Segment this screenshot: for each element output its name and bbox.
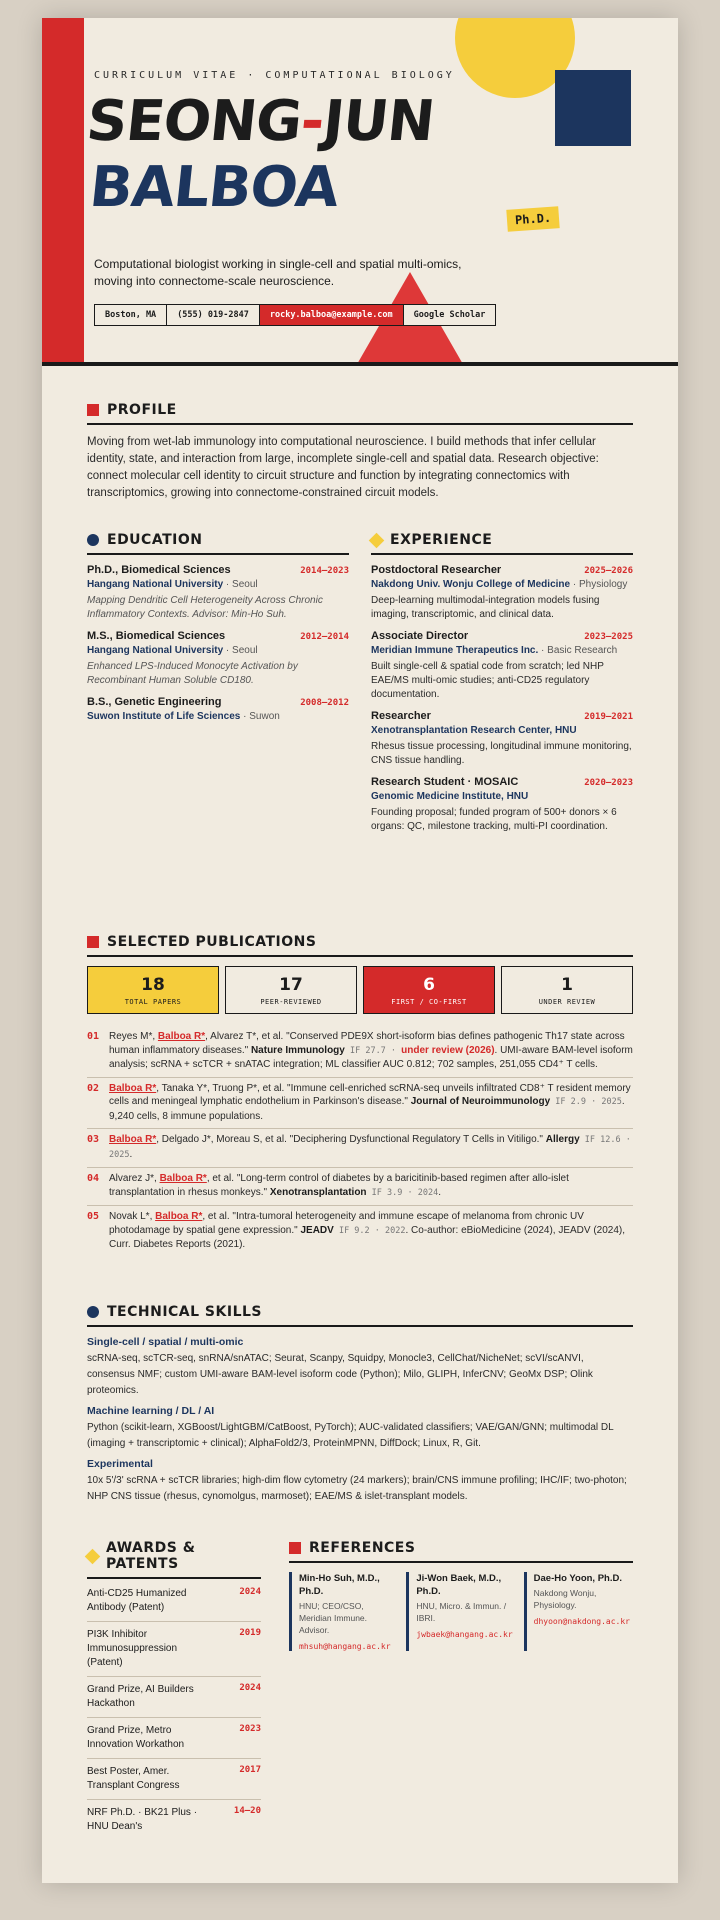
entry-desc: Built single-cell & spatial code from scratch; led NHP EAE/MS multi-omic studies; anti-CD25 regulatory documentation. [371,661,604,700]
pub-meta: IF 12.6 · 2025 [109,1135,631,1160]
reference-name: Dae-Ho Yoon, Ph.D. [533,1573,622,1584]
entry-location: · Seoul [223,579,258,590]
experience-section [371,532,633,842]
education-entry [87,696,349,724]
pub-notes: . [129,1148,133,1160]
publications-section [87,934,633,1257]
entry-date: 2023–2025 [584,632,633,642]
entry-date: 2025–2026 [584,566,633,576]
pub-number: 04 [87,1173,100,1184]
square-marker-icon [87,404,99,416]
pub-notes: . Co-author: eBioMedicine (2024), JEADV (2024), Curr. Diabetes Reports (2021). [109,1224,626,1250]
stat-label: TOTAL PAPERS [124,997,182,1006]
entry-org: Hangang National University [87,645,224,656]
stat-number: 18 [141,974,165,995]
entry-org: Xenotransplantation Research Center, HNU [371,725,577,736]
contact-location: Boston, MA [95,305,167,325]
section-title: REFERENCES [309,1540,416,1556]
entry-title: Research Student · MOSAIC [371,776,519,788]
square-marker-icon [289,1542,301,1554]
publication-item [87,1078,633,1130]
references-section [289,1540,633,1651]
award-date: 14–20 [233,1806,261,1816]
stat-number: 1 [561,974,573,995]
award-date: 2019 [239,1628,261,1638]
award-item [87,1581,261,1622]
degree-tag: Ph.D. [506,206,560,232]
entry-date: 2019–2021 [584,712,633,722]
pub-number: 05 [87,1211,100,1222]
navy-square-shape [555,70,631,146]
entry-date: 2014–2023 [300,566,349,576]
experience-entry [371,776,633,834]
publication-item [87,1026,633,1078]
circle-marker-icon [87,534,99,546]
pub-journal: Xenotransplantation [269,1186,367,1198]
entry-title: B.S., Genetic Engineering [87,696,222,708]
first-name-b: JUN [319,89,437,154]
pub-number: 01 [87,1031,100,1042]
award-item [87,1800,261,1840]
pub-number: 02 [87,1082,100,1094]
pub-number: 03 [87,1134,100,1145]
stat-label: FIRST / CO-FIRST [391,997,467,1006]
pub-journal: Nature Immunology [250,1044,345,1056]
entry-location: · Basic Research [538,645,618,656]
eyebrow: CURRICULUM VITAE · COMPUTATIONAL BIOLOGY [94,70,455,81]
section-title: EDUCATION [107,532,203,548]
award-date: 2023 [239,1724,261,1734]
first-name [83,89,437,154]
publications-heading [87,934,633,957]
experience-entry [371,710,633,768]
pub-notes: . [438,1186,441,1198]
entry-title: Researcher [371,710,431,722]
profile-text: Moving from wet-lab immunology into computational neuroscience. I build methods that infer cellular identity, state, and interaction from large, incomplete single-cell and spatial data. Research objective: connect molecular cell identity to circuit structure and function by integrating connectomics with transcriptomics, growing into connectome-constrained circuit models. [87,436,599,499]
awards-heading-line-1: AWARDS & [106,1540,196,1556]
entry-org: Meridian Immune Therapeutics Inc. [371,645,539,656]
entry-desc: Founding proposal; funded program of 500+ donors × 6 organs: QC, milestone tracking, multi-PI coordination. [371,807,617,832]
education-heading [87,532,349,555]
entry-org: Genomic Medicine Institute, HNU [371,791,529,802]
pub-authors-pre: Alvarez J*, [109,1173,160,1184]
award-date: 2024 [239,1587,261,1597]
profile-section [87,402,633,502]
section-title: SELECTED PUBLICATIONS [107,934,317,950]
entry-org: Nakdong Univ. Wonju College of Medicine [371,579,571,590]
experience-entry [371,630,633,702]
reference-email[interactable]: mhsuh@hangang.ac.kr [299,1642,391,1651]
references-heading [289,1540,633,1563]
entry-date: 2008–2012 [300,698,349,708]
pub-self-author: Balboa R* [109,1134,157,1145]
references-list [289,1572,633,1651]
pub-journal: JEADV [300,1224,334,1236]
entry-location: · Physiology [570,579,628,590]
pub-authors-pre: Novak L*, [109,1211,156,1222]
reference-affiliation: HNU, Micro. & Immun. / IBRI. [416,1601,507,1623]
stat-first-author [363,966,495,1014]
reference-card [289,1572,398,1651]
contact-bar [94,304,496,326]
reference-affiliation: Nakdong Wonju, Physiology. [533,1588,597,1610]
skill-group-text: scRNA-seq, scTCR-seq, snRNA/snATAC; Seurat, Scanpy, Squidpy, Monocle3, CellChat/NicheNet; scVI/scANVI, consensus NMF; custom UMI-aware BAM-level isoform code (Python); Milo, GLIPH, InferCNV; GeoMx DSP; Olink proteomics. [87,1353,593,1396]
stat-under-review [501,966,633,1014]
skill-group-title: Experimental [87,1458,153,1470]
award-item [87,1759,261,1800]
reference-name: Ji-Won Baek, M.D., Ph.D. [416,1573,502,1597]
pub-journal: Journal of Neuroimmunology [410,1096,551,1107]
first-name-dash: - [297,89,327,154]
publication-item [87,1168,633,1206]
pub-self-author: Balboa R* [157,1031,206,1042]
pub-meta: IF 3.9 · 2024 [366,1187,439,1198]
pub-authors-pre: Reyes M*, [109,1031,158,1042]
skill-group-text: Python (scikit-learn, XGBoost/LightGBM/CatBoost, PyTorch); AUC-validated classifiers; VAE/GAN/GNN; multimodal DL (imaging + transcriptomic + clinical); AlphaFold2/3, ProteinMPNN, DiffDock; Linux, R, Git. [87,1422,614,1449]
pub-title: , et al. "Intra-tumoral heterogeneity and immune escape of melanoma from chronic UV photodamage by spatial gene expression." [109,1211,584,1236]
entry-date: 2012–2014 [300,632,349,642]
pub-title: , et al. "Long-term control of diabetes by a baricitinib-based regimen after allo-islet transplantation in rhesus monkeys." [109,1173,569,1198]
stat-peer-reviewed [225,966,357,1014]
entry-desc: Deep-learning multimodal-integration models fusing imaging, transcriptomic, and clinical data. [371,595,600,620]
section-title: PROFILE [107,402,177,418]
tagline: Computational biologist working in single-cell and spatial multi-omics, moving into connectome-scale neuroscience. [94,257,462,288]
reference-affiliation: HNU; CEO/CSO, Meridian Immune. Advisor. [299,1601,368,1635]
awards-heading [87,1540,261,1579]
entry-desc: Rhesus tissue processing, longitudinal immune monitoring, CNS tissue handling. [371,741,632,766]
skills-heading [87,1304,633,1327]
entry-date: 2020–2023 [584,778,633,788]
experience-entry [371,564,633,622]
section-title [106,1540,195,1572]
pub-status: under review (2026) [401,1044,495,1056]
pub-meta: IF 27.7 · [344,1045,402,1056]
section-title: EXPERIENCE [390,532,493,548]
contact-phone[interactable]: (555) 019-2847 [167,305,260,325]
contact-scholar-link[interactable]: Google Scholar [404,305,496,325]
skills-section [87,1304,633,1505]
education-section [87,532,349,732]
reference-email[interactable]: dhyoon@nakdong.ac.kr [533,1617,630,1626]
reference-name: Min-Ho Suh, M.D., Ph.D. [299,1573,380,1597]
stat-total-papers [87,966,219,1014]
reference-card [406,1572,515,1651]
entry-title: Ph.D., Biomedical Sciences [87,564,231,576]
pub-journal: Allergy [545,1134,580,1145]
stat-label: UNDER REVIEW [538,997,596,1006]
experience-heading [371,532,633,555]
header-rule [42,362,678,366]
pub-notes: . UMI-aware BAM-level isoform analysis; scRNA + scTCR + snATAC integration; ML classifier AUC 0.812; 702 samples, 251,055 CD4⁺ T cells. [109,1044,633,1070]
publication-item [87,1206,633,1257]
diamond-marker-icon [85,1548,101,1564]
red-side-bar [42,18,84,366]
skill-group-text: 10x 5'/3' scRNA + scTCR libraries; high-dim flow cytometry (24 markers); brain/CNS immune profiling; IHC/IF; two-photon; NHP CNS tissue (rhesus, cynomolgus, marmoset); EAE/MS & islet-transplant models. [87,1475,627,1502]
contact-email[interactable]: rocky.balboa@example.com [260,305,404,325]
entry-org: Hangang National University [87,579,224,590]
award-item [87,1718,261,1759]
award-title: Grand Prize, AI Builders Hackathon [87,1684,194,1709]
entry-desc: Enhanced LPS-Induced Monocyte Activation by Recombinant Human Soluble CD180. [87,661,298,686]
award-date: 2017 [239,1765,261,1775]
diamond-marker-icon [369,532,385,548]
pub-notes: . 9,240 cells, 8 immune populations. [109,1096,625,1122]
entry-title: Postdoctoral Researcher [371,564,502,576]
square-marker-icon [87,936,99,948]
stat-label: PEER-REVIEWED [260,997,322,1006]
cv-page [42,18,678,1883]
reference-card [524,1572,633,1651]
awards-heading-line-2: PATENTS [106,1556,179,1572]
award-title: Grand Prize, Metro Innovation Workathon [87,1725,185,1750]
award-title: NRF Ph.D. · BK21 Plus · HNU Dean's [87,1807,198,1832]
pub-title: , Tanaka Y*, Truong P*, et al. "Immune cell-enriched scRNA-seq unveils infiltrated CD8⁺ T resident memory cells and meningeal lymphatic endothelium in Parkinson's disease." [109,1082,631,1107]
skill-group-title: Single-cell / spatial / multi-omic [87,1336,244,1348]
stat-number: 6 [423,974,435,995]
entry-desc: Mapping Dendritic Cell Heterogeneity Across Chronic Inflammatory Contexts. Advisor: Min-Ho Suh. [87,595,323,620]
section-title: TECHNICAL SKILLS [107,1304,262,1320]
award-date: 2024 [239,1683,261,1693]
publication-stats [87,966,633,1014]
reference-email[interactable]: jwbaek@hangang.ac.kr [416,1630,513,1639]
entry-title: M.S., Biomedical Sciences [87,630,226,642]
pub-meta: IF 2.9 · 2025 [550,1097,622,1107]
pub-title: , Delgado J*, Moreau S, et al. "Deciphering Dysfunctional Regulatory T Cells in Vitiligo." [156,1134,546,1145]
pub-self-author: Balboa R* [159,1173,207,1184]
stat-number: 17 [279,974,303,995]
circle-marker-icon [87,1306,99,1318]
publication-item [87,1129,633,1168]
first-name-a: SEONG [83,89,305,154]
entry-title: Associate Director [371,630,469,642]
award-title: Best Poster, Amer. Transplant Congress [87,1766,180,1791]
profile-heading [87,402,633,425]
entry-org: Suwon Institute of Life Sciences [87,711,241,722]
entry-location: · Suwon [240,711,280,722]
award-item [87,1677,261,1718]
award-title: Anti-CD25 Humanized Antibody (Patent) [87,1588,187,1613]
award-title: PI3K Inhibitor Immunosuppression (Patent) [87,1629,178,1668]
education-entry [87,630,349,688]
award-item [87,1622,261,1677]
awards-section [87,1540,261,1840]
skill-group-title: Machine learning / DL / AI [87,1405,215,1417]
education-entry [87,564,349,622]
pub-title: , Alvarez T*, et al. "Conserved PDE9X short-isoform bias defines pathogenic Th17 state across human inflammatory diseases." [109,1031,625,1056]
last-name: BALBOA [86,155,342,220]
pub-self-author: Balboa R* [109,1082,157,1094]
pub-self-author: Balboa R* [155,1211,203,1222]
entry-location: · Seoul [223,645,258,656]
pub-meta: IF 9.2 · 2022 [333,1225,406,1236]
